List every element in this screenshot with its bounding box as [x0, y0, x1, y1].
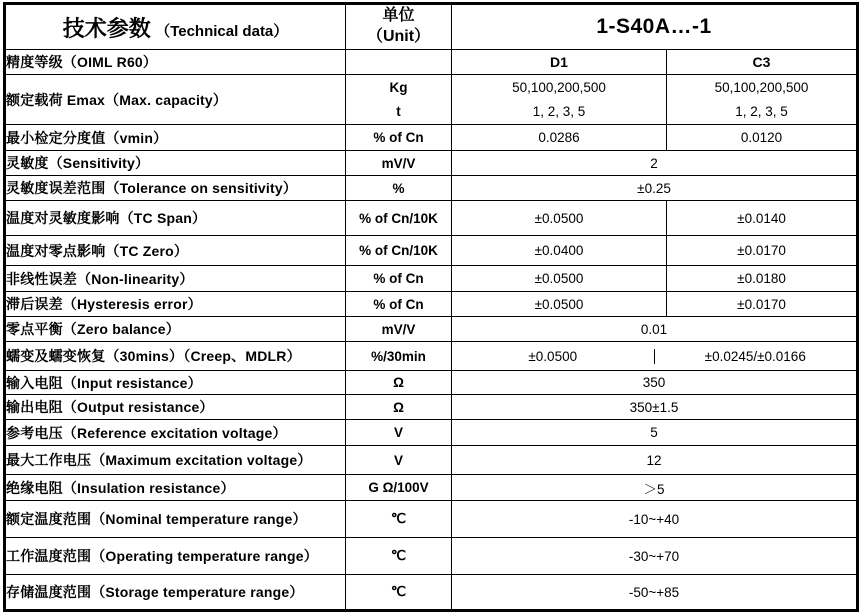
row-storage-temp-value: -50~+85: [452, 575, 858, 611]
row-hysteresis-label: 滞后误差（Hysteresis error）: [5, 292, 346, 317]
row-tc-span-c3-value: ±0.0140: [667, 201, 858, 236]
row-zero-balance-unit: mV/V: [346, 317, 452, 342]
row-sensitivity-label: 灵敏度（Sensitivity）: [5, 151, 346, 176]
row-storage-temp-label: 存储温度范围（Storage temperature range）: [5, 575, 346, 611]
row-output-resistance: [5, 395, 858, 420]
row-tolerance-value: ±0.25: [452, 176, 858, 201]
row-output-resistance-label: 输出电阻（Output resistance）: [5, 395, 346, 420]
row-capacity-d1-value: [452, 75, 667, 125]
row-tolerance-label: 灵敏度误差范围（Tolerance on sensitivity）: [5, 176, 346, 201]
row-storage-temp-unit: ℃: [346, 575, 452, 611]
row-accuracy-label: 精度等级（OIML R60）: [5, 50, 346, 75]
row-capacity-label: 额定载荷 Emax（Max. capacity）: [5, 75, 346, 125]
capacity-unit-t: t: [396, 103, 401, 119]
row-reference-voltage-unit: V: [346, 420, 452, 446]
row-sensitivity-unit: mV/V: [346, 151, 452, 176]
row-accuracy-class: [5, 50, 858, 75]
row-insulation-unit: G Ω/100V: [346, 475, 452, 501]
unit-column-header-cell: [346, 4, 452, 50]
row-nonlinearity-d1-value: ±0.0500: [452, 266, 667, 292]
row-vmin-d1-value: 0.0286: [452, 125, 667, 151]
unit-header-en: （Unit）: [366, 28, 431, 45]
row-insulation-label: 绝缘电阻（Insulation resistance）: [5, 475, 346, 501]
capacity-d1-t: 1, 2, 3, 5: [532, 103, 586, 119]
row-zero-balance: [5, 317, 858, 342]
row-nominal-temp-unit: ℃: [346, 501, 452, 538]
row-creep-d1-value: ±0.0500: [528, 348, 578, 364]
row-creep-label: 蠕变及蠕变恢复（30mins）（Creep、MDLR）: [5, 342, 346, 371]
row-max-capacity: [5, 75, 858, 125]
row-input-resistance-value: 350: [452, 371, 858, 395]
row-sensitivity-value: 2: [452, 151, 858, 176]
model-header-cell: 1-S40A…-1: [452, 4, 858, 50]
table-title-cell: [5, 4, 346, 50]
row-capacity-unit: [346, 75, 452, 125]
row-output-resistance-value: 350±1.5: [452, 395, 858, 420]
row-insulation-value: ＞5: [452, 475, 858, 501]
row-input-resistance-label: 输入电阻（Input resistance）: [5, 371, 346, 395]
row-hysteresis-d1-value: ±0.0500: [452, 292, 667, 317]
row-vmin-label: 最小检定分度值（vmin）: [5, 125, 346, 151]
row-hysteresis-c3-value: ±0.0170: [667, 292, 858, 317]
row-vmin-c3-value: 0.0120: [667, 125, 858, 151]
row-nonlinearity: [5, 266, 858, 292]
row-reference-voltage-label: 参考电压（Reference excitation voltage）: [5, 420, 346, 446]
technical-data-table: [3, 2, 859, 612]
row-hysteresis-unit: % of Cn: [346, 292, 452, 317]
row-operating-temp-unit: ℃: [346, 538, 452, 575]
capacity-d1-kg: 50,100,200,500: [512, 79, 606, 95]
row-zero-balance-value: 0.01: [452, 317, 858, 342]
row-max-voltage-unit: V: [346, 446, 452, 475]
row-insulation: [5, 475, 858, 501]
row-tc-zero-d1-value: ±0.0400: [452, 236, 667, 266]
capacity-c3-kg: 50,100,200,500: [714, 79, 809, 95]
row-vmin-unit: % of Cn: [346, 125, 452, 151]
row-creep-values: [452, 342, 858, 371]
row-input-resistance-unit: Ω: [346, 371, 452, 395]
table-header-row: [5, 4, 858, 50]
row-nonlinearity-unit: % of Cn: [346, 266, 452, 292]
row-tc-zero-c3-value: ±0.0170: [667, 236, 858, 266]
row-tc-span-d1-value: ±0.0500: [452, 201, 667, 236]
table-title-zh: 技术参数: [62, 15, 151, 41]
row-tc-span-unit: % of Cn/10K: [346, 201, 452, 236]
row-reference-voltage-value: 5: [452, 420, 858, 446]
unit-header-zh: 单位: [382, 7, 415, 25]
row-creep-unit: %/30min: [346, 342, 452, 371]
row-tolerance: [5, 176, 858, 201]
row-max-voltage: [5, 446, 858, 475]
row-creep: [5, 342, 858, 371]
row-max-voltage-label: 最大工作电压（Maximum excitation voltage）: [5, 446, 346, 475]
row-zero-balance-label: 零点平衡（Zero balance）: [5, 317, 346, 342]
row-max-voltage-value: 12: [452, 446, 858, 475]
row-nominal-temp: [5, 501, 858, 538]
row-nonlinearity-label: 非线性误差（Non-linearity）: [5, 266, 346, 292]
row-tc-span-label: 温度对灵敏度影响（TC Span）: [5, 201, 346, 236]
table-title-en: （Technical data）: [155, 22, 289, 40]
row-storage-temp: [5, 575, 858, 611]
row-operating-temp-value: -30~+70: [452, 538, 858, 575]
row-output-resistance-unit: Ω: [346, 395, 452, 420]
row-reference-voltage: [5, 420, 858, 446]
column-header-c3: C3: [667, 50, 858, 75]
row-capacity-c3-value: [667, 75, 858, 125]
row-sensitivity: [5, 151, 858, 176]
row-tc-zero: [5, 236, 858, 266]
row-operating-temp-label: 工作温度范围（Operating temperature range）: [5, 538, 346, 575]
row-hysteresis: [5, 292, 858, 317]
capacity-unit-kg: Kg: [389, 79, 408, 95]
row-accuracy-unit: [346, 50, 452, 75]
row-input-resistance: [5, 371, 858, 395]
row-nonlinearity-c3-value: ±0.0180: [667, 266, 858, 292]
capacity-c3-t: 1, 2, 3, 5: [735, 103, 788, 119]
row-tolerance-unit: %: [346, 176, 452, 201]
row-creep-c3-value: ±0.0245/±0.0166: [654, 349, 857, 364]
row-vmin: [5, 125, 858, 151]
row-tc-span: [5, 201, 858, 236]
row-nominal-temp-label: 额定温度范围（Nominal temperature range）: [5, 501, 346, 538]
row-nominal-temp-value: -10~+40: [452, 501, 858, 538]
row-operating-temp: [5, 538, 858, 575]
row-tc-zero-label: 温度对零点影响（TC Zero）: [5, 236, 346, 266]
column-header-d1: D1: [452, 50, 667, 75]
row-tc-zero-unit: % of Cn/10K: [346, 236, 452, 266]
